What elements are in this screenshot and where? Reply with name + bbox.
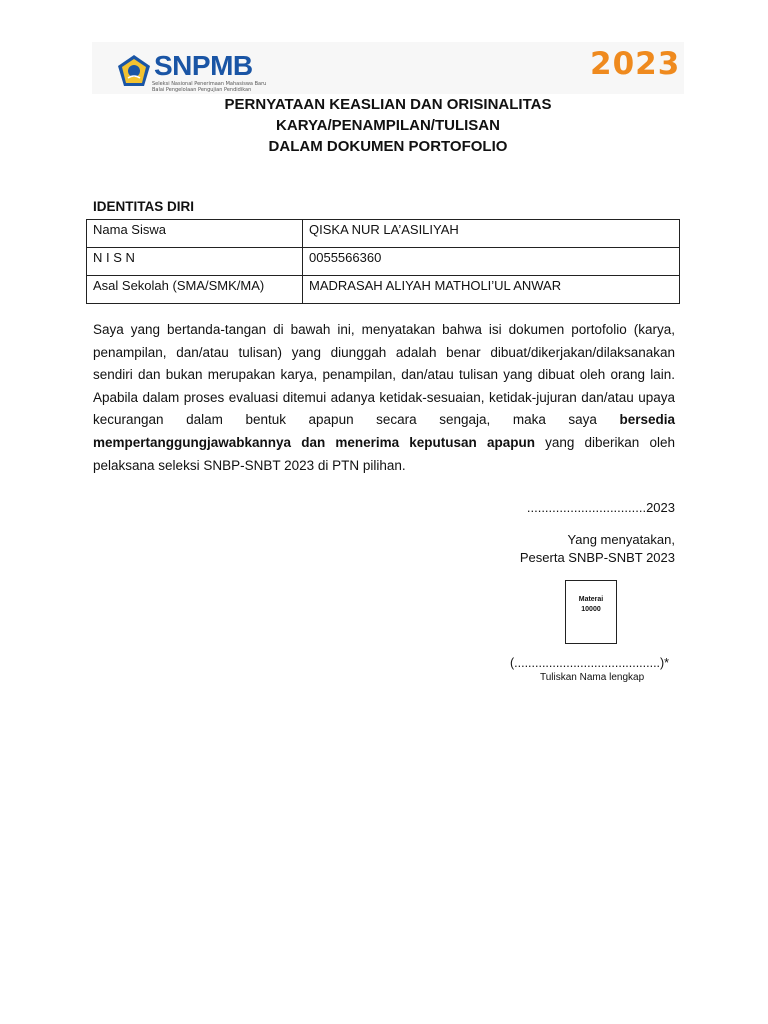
stamp-box <box>565 580 617 644</box>
title-line-3: DALAM DOKUMEN PORTOFOLIO <box>268 138 508 155</box>
stamp-label: Materai <box>578 596 604 603</box>
field-value: 0055566360 <box>303 248 680 276</box>
field-value: QISKA NUR LA’ASILIYAH <box>303 220 680 248</box>
table-row <box>87 276 680 304</box>
statement-text-end: yang diberikan oleh pelaksana seleksi SNBP-SNBT 2023 di PTN pilihan. <box>93 434 675 473</box>
title-line-2: KARYA/PENAMPILAN/TULISAN <box>276 117 500 134</box>
stamp-value: 10000 <box>581 606 601 613</box>
statement-emphasis: bersedia mempertanggungjawabkannya dan menerima keputusan apapun <box>93 412 675 450</box>
signatory-line-2: Peserta SNBP-SNBT 2023 <box>519 550 675 565</box>
name-line: (..........................................)* <box>510 656 670 670</box>
title-line-1: PERNYATAAN KEASLIAN DAN ORISINALITAS <box>224 96 552 113</box>
table-row <box>87 220 680 248</box>
date-line: .................................2023 <box>526 500 675 515</box>
identity-table <box>86 219 680 304</box>
statement-text: Saya yang bertanda-tangan di bawah ini, menyatakan bahwa isi dokumen portofolio (karya, penampilan, dan/atau tulisan) yang diunggah adalah benar dibuat/dikerjakan/dilaksanakan sendiri dan bukan merupakan karya, penampilan, dan/atau tulisan yang dibuat oleh orang lain. Apabila dalam proses evaluasi ditemui adanya ketidak-sesuaian, ketidak-jujuran dan/atau upaya kecurangan dalam bentuk apapun secara sengaja, maka saya <box>93 322 675 428</box>
field-label: Nama Siswa <box>87 220 303 248</box>
name-hint: Tuliskan Nama lengkap <box>540 672 645 683</box>
field-label: N I S N <box>87 248 303 276</box>
field-label: Asal Sekolah (SMA/SMK/MA) <box>87 276 303 304</box>
document-title <box>92 94 684 157</box>
logo-agency: Balai Pengelolaan Pengujian Pendidikan <box>152 87 252 93</box>
snpmb-logo <box>116 50 276 94</box>
field-value: MADRASAH ALIYAH MATHOLI’UL ANWAR <box>303 276 680 304</box>
tut-wuri-handayani-emblem-icon <box>116 54 152 88</box>
statement-paragraph <box>93 319 675 477</box>
signatory-block <box>520 531 675 567</box>
logo-text: SNPMB <box>154 50 253 81</box>
year-badge: 2023 <box>590 46 681 82</box>
table-row <box>87 248 680 276</box>
signatory-line-1: Yang menyatakan, <box>567 532 675 547</box>
logo-subtitle: Seleksi Nasional Penerimaan Mahasiswa Baru <box>152 81 267 87</box>
identity-heading: IDENTITAS DIRI <box>93 199 194 214</box>
